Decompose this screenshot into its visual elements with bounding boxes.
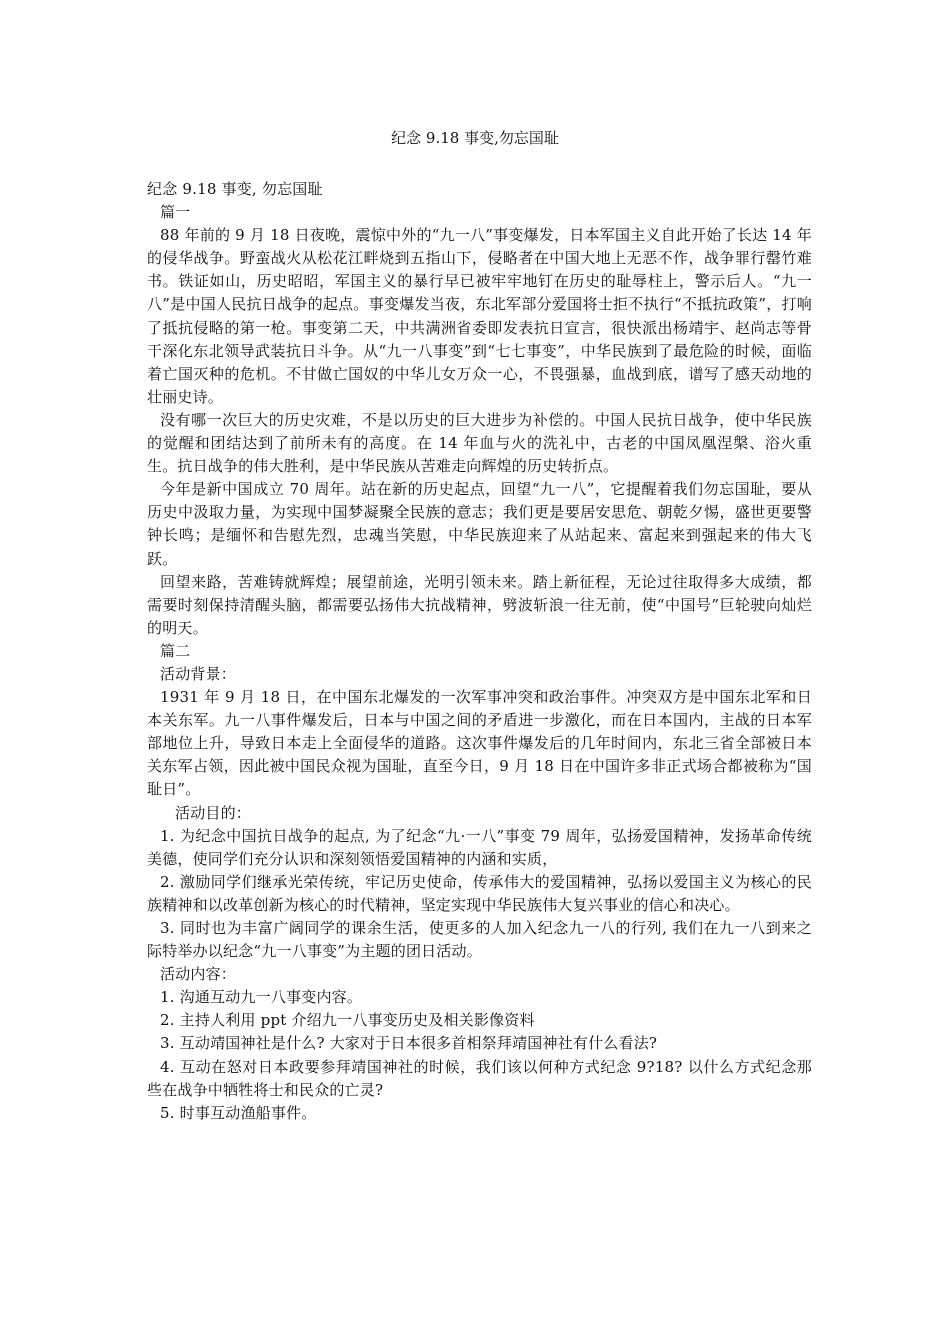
subheading-purpose: 活动目的：: [175, 803, 252, 822]
document-body: [147, 178, 812, 1125]
document-title: 纪念 9.18 事变,勿忘国耻: [391, 129, 559, 147]
list-item: 3. 同时也为丰富广阔同学的课余生活，使更多的人加入纪念九一八的行列, 我们在九一八到来之际特举办以纪念“九一八事变”为主题的团日活动。: [147, 919, 812, 961]
list-item: 3. 互动靖国神社是什么? 大家对于日本很多首相祭拜靖国神社有什么看法?: [160, 1034, 658, 1053]
paragraph: 回望来路，苦难铸就辉煌；展望前途，光明引领未来。踏上新征程，无论过往取得多大成绩，都需要时刻保持清醒头脑，都需要弘扬伟大抗战精神，劈波斩浪一往无前，使“中国号”巨轮驶向灿烂的明天。: [147, 572, 812, 637]
list-item: 2. 主持人利用 ppt 介绍九一八事变历史及相关影像资料: [160, 1011, 535, 1030]
paragraph: 今年是新中国成立 70 周年。站在新的历史起点，回望“九一八”，它提醒着我们勿忘国耻，要从历史中汲取力量，为实现中国梦凝聚全民族的意志；我们更是要居安思危、朝乾夕惕，盛世更要警钟长鸣；是缅怀和告慰先烈，忠魂当笑慰，中华民族迎来了从站起来、富起来到强起来的伟大飞跃。: [147, 480, 812, 568]
paragraph: 88 年前的 9 月 18 日夜晚，震惊中外的“九一八”事变爆发，日本军国主义自此开始了长达 14 年的侵华战争。野蛮战火从松花江畔烧到五指山下，侵略者在中国大地上无恶不作，战争罪行罄竹难书。铁证如山，历史昭昭，军国主义的暴行早已被牢牢地钉在历史的耻辱柱上，警示后人。“九一八”是中国人民抗日战争的起点。事变爆发当夜，东北军部分爱国将士拒不执行“不抵抗政策”，打响了抵抗侵略的第一枪。事变第二天，中共满洲省委即发表抗日宣言，很快派出杨靖宇、赵尚志等骨干深化东北领导武装抗日斗争。从“九一八事变”到“七七事变”，中华民族到了最危险的时候，面临着亡国灭种的危机。不甘做亡国奴的中华儿女万众一心，不畏强暴，血战到底，谱写了感天动地的壮丽史诗。: [147, 226, 812, 406]
list-item: 1. 沟通互动九一八事变内容。: [160, 988, 363, 1007]
paragraph: 没有哪一次巨大的历史灾难，不是以历史的巨大进步为补偿的。中国人民抗日战争，使中华民族的觉醒和团结达到了前所未有的高度。在 14 年血与火的洗礼中，古老的中国凤凰涅槃、浴火重生。抗日战争的伟大胜利，是中华民族从苦难走向辉煌的历史转折点。: [147, 410, 812, 476]
list-item: 2. 激励同学们继承光荣传统，牢记历史使命，传承伟大的爱国精神，弘扬以爱国主义为核心的民族精神和以改革创新为核心的时代精神，坚定实现中华民族伟大复兴事业的信心和决心。: [147, 872, 812, 914]
subheading-content: 活动内容：: [160, 965, 237, 984]
section-label-part-two: 篇二: [160, 641, 191, 660]
section-label-part-one: 篇一: [160, 203, 191, 222]
list-item: 5. 时事互动渔船事件。: [160, 1103, 317, 1122]
subheading-background: 活动背景：: [160, 664, 237, 683]
list-item: 1. 为纪念中国抗日战争的起点, 为了纪念“九·一八”事变 79 周年，弘扬爱国精神，发扬革命传统美德，使同学们充分认识和深刻领悟爱国精神的内涵和实质，: [147, 826, 812, 868]
list-item: 4. 互动在怒对日本政要参拜靖国神社的时候，我们该以何种方式纪念 9?18? 以什么方式纪念那些在战争中牺牲将士和民众的亡灵?: [147, 1057, 812, 1099]
body-heading: 纪念 9.18 事变, 勿忘国耻: [147, 180, 323, 198]
paragraph: 1931 年 9 月 18 日，在中国东北爆发的一次军事冲突和政治事件。冲突双方是中国东北军和日本关东军。九一八事件爆发后，日本与中国之间的矛盾进一步激化，而在日本国内，主战的日本军部地位上升，导致日本走上全面侵华的道路。这次事件爆发后的几年时间内，东北三省全部被日本关东军占领，因此被中国民众视为国耻，直至今日，9 月 18 日在中国许多非正式场合都被称为“国耻日”。: [147, 688, 812, 799]
